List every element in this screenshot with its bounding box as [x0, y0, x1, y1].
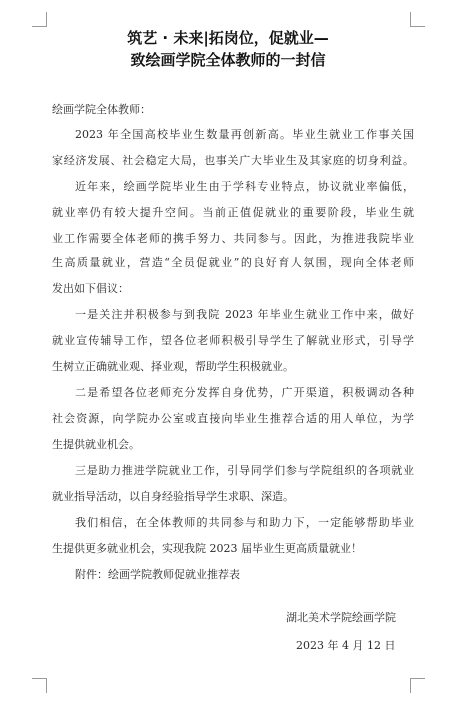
crop-mark-top-left [32, 12, 47, 27]
paragraph-line: 三是助力推进学院就业工作，引导同学们参与学院组织的各项就业 [75, 464, 414, 477]
paragraph-line: 2023 年全国高校毕业生数量再创新高。毕业生就业工作事关国 [75, 128, 414, 141]
salutation: 绘画学院全体教师： [52, 103, 151, 116]
letter-title-line-1: 筑艺 · 未来|拓岗位，促就业— [127, 29, 329, 47]
paragraph-line: 生提供就业机会。 [52, 438, 140, 451]
crop-mark-bottom-left [32, 678, 47, 693]
letter-title-line-2: 致绘画学院全体教师的一封信 [130, 51, 326, 69]
paragraph-line: 家经济发展、社会稳定大局，也事关广大毕业生及其家庭的切身利益。 [52, 154, 414, 167]
paragraph-line: 社会资源，向学院办公室或直接向毕业生推荐合适的用人单位，为学 [52, 412, 414, 425]
paragraph-line: 生树立正确就业观、择业观，帮助学生积极就业。 [52, 360, 294, 373]
paragraph-line: 一是关注并积极参与到我院 2023 年毕业生就业工作中来，做好 [75, 308, 414, 321]
paragraph-line: 发出如下倡议： [52, 282, 129, 295]
paragraph-line: 就业率仍有较大提升空间。当前正值促就业的重要阶段，毕业生就 [52, 206, 414, 219]
paragraph-line: 近年来，绘画学院毕业生由于学科专业特点，协议就业率偏低， [75, 180, 414, 193]
paragraph-line: 就业宣传辅导工作，望各位老师积极引导学生了解就业形式，引导学 [52, 334, 414, 347]
attachment-note: 附件：绘画学院教师促就业推荐表 [75, 568, 240, 581]
crop-mark-bottom-right [410, 678, 425, 693]
letter-date: 2023 年 4 月 12 日 [296, 639, 396, 652]
paragraph-line: 就业指导活动，以自身经验指导学生求职、深造。 [52, 490, 294, 503]
paragraph-line: 我们相信，在全体教师的共同参与和助力下，一定能够帮助毕业 [75, 516, 414, 529]
paragraph-line: 业工作需要全体老师的携手努力、共同参与。因此，为推进我院毕业 [52, 232, 414, 245]
paragraph-line: 生高质量就业，营造“全员促就业”的良好育人氛围，现向全体老师 [52, 256, 414, 269]
paragraph-line: 二是希望各位老师充分发挥自身优势，广开渠道，积极调动各种 [75, 386, 414, 399]
crop-mark-top-right [410, 12, 425, 27]
signature: 湖北美术学院绘画学院 [286, 611, 396, 624]
paragraph-line: 生提供更多就业机会，实现我院 2023 届毕业生更高质量就业！ [52, 542, 362, 555]
